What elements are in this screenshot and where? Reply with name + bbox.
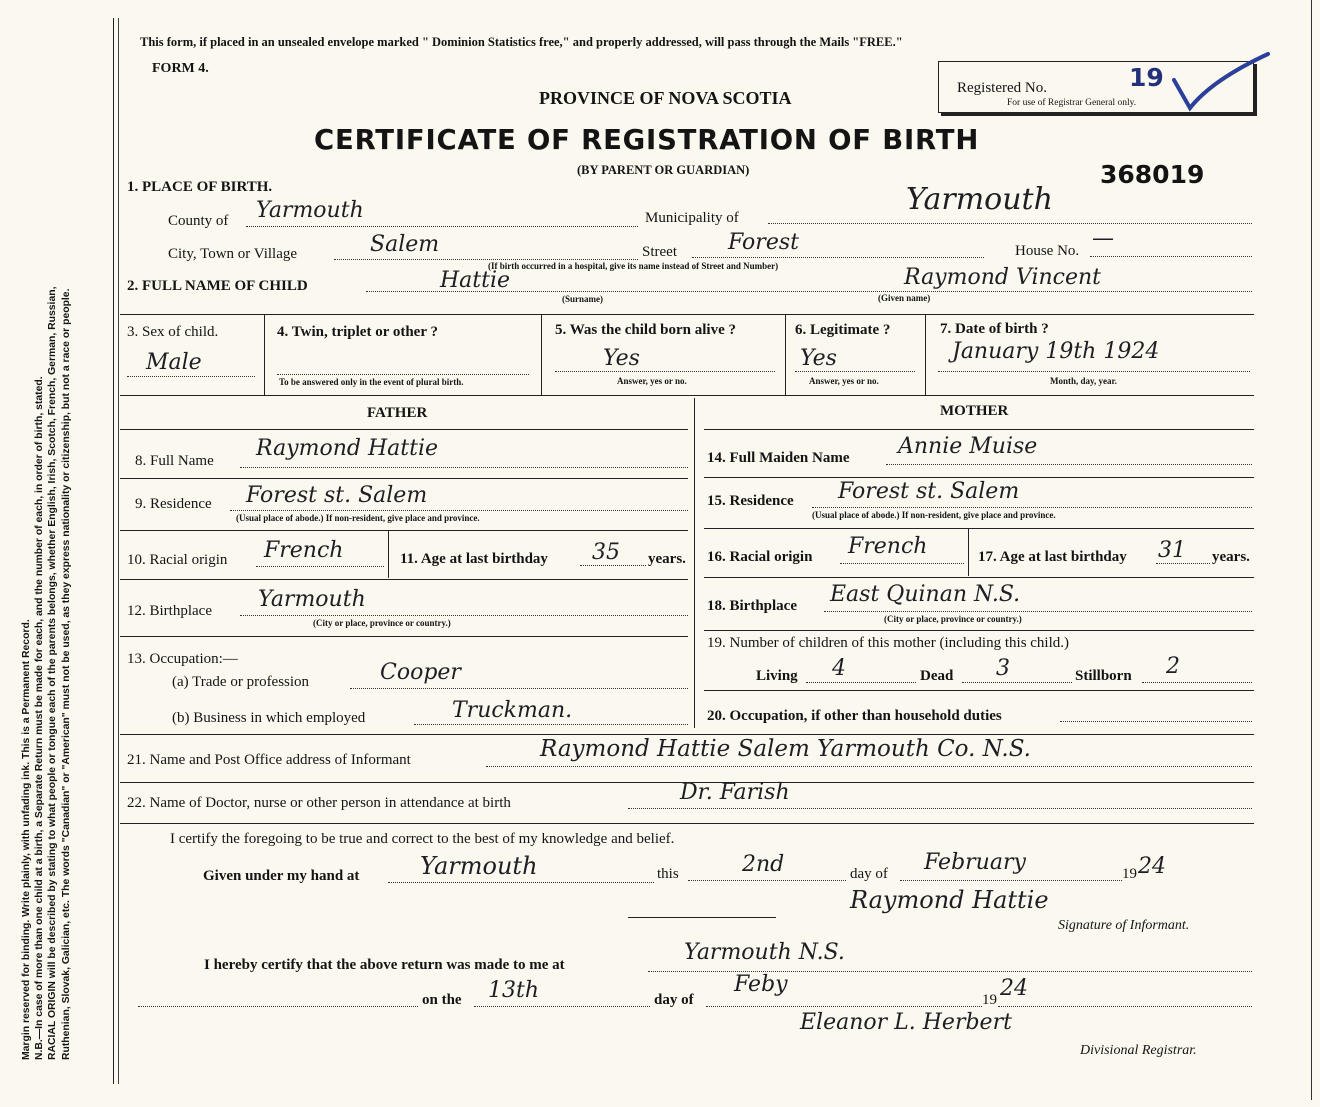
- mother-birthplace-caption: (City or place, province or country.): [884, 614, 1022, 624]
- hospital-note: (If birth occurred in a hospital, give its name instead of Street and Number): [488, 261, 779, 271]
- informant-top-rule: [120, 734, 1254, 735]
- informant-signature: Raymond Hattie: [850, 886, 1049, 914]
- father-business-label: (b) Business in which employed: [172, 710, 366, 726]
- binding-margin-rule: [113, 18, 114, 1084]
- father-trade-line: [350, 688, 688, 689]
- born-alive-value: Yes: [603, 346, 640, 371]
- certification-statement: I certify the foregoing to be true and correct to the best of my knowledge and belief.: [170, 831, 675, 847]
- house-number-label: House No.: [1015, 243, 1080, 259]
- father-residence-caption: (Usual place of abode.) If non-resident, give place and province.: [236, 513, 480, 523]
- mother-residence-line: [812, 507, 1252, 508]
- mother-rule: [704, 528, 1254, 529]
- mother-age-unit: years.: [1212, 549, 1250, 565]
- registrar-day-line: [474, 1006, 650, 1007]
- mother-residence-value: Forest st. Salem: [838, 479, 1020, 504]
- informant-signature-caption: Signature of Informant.: [1058, 918, 1190, 933]
- certify-month-line: [900, 880, 1122, 881]
- stillborn-value: 2: [1166, 654, 1180, 679]
- street-label: Street: [642, 244, 677, 260]
- mother-rule: [704, 630, 1254, 631]
- registered-number: 19: [1129, 63, 1164, 92]
- father-age-divider: [388, 530, 389, 578]
- mother-occupation-line: [1060, 721, 1252, 722]
- date-of-birth-value: January 19th 1924: [952, 339, 1160, 364]
- father-birthplace-value: Yarmouth: [258, 587, 366, 612]
- mother-rule: [704, 429, 1254, 430]
- mother-rule: [704, 690, 1254, 691]
- row3-divider: [541, 314, 542, 395]
- row3-bottom-rule: [120, 395, 1254, 396]
- registrar-statement: I hereby certify that the above return was made to me at: [204, 957, 565, 973]
- city-value: Salem: [370, 232, 440, 257]
- certify-short-rule: [628, 917, 776, 918]
- margin-line-2: N.B.—In case of more than one child at a birth, a Separate Return must be made for each, and the number of each, in order of birth, stated.: [34, 376, 46, 1060]
- mother-age-label: 17. Age at last birthday: [978, 549, 1127, 565]
- province-heading: PROVINCE OF NOVA SCOTIA: [539, 88, 792, 108]
- registrar-left-line: [138, 1006, 418, 1007]
- father-birthplace-line: [240, 615, 688, 616]
- father-name-value: Raymond Hattie: [256, 436, 439, 461]
- father-heading: FATHER: [367, 405, 428, 421]
- mother-racial-label: 16. Racial origin: [707, 549, 813, 565]
- father-racial-value: French: [264, 538, 344, 563]
- blue-check-mark-icon: [1168, 50, 1278, 120]
- date-of-birth-line: [938, 371, 1250, 372]
- informant-label: 21. Name and Post Office address of Informant: [127, 752, 411, 768]
- father-trade-label: (a) Trade or profession: [172, 674, 310, 690]
- registrar-year-line: [998, 1006, 1252, 1007]
- father-occupation-label: 13. Occupation:—: [127, 651, 238, 667]
- given-name-caption: (Given name): [878, 293, 931, 303]
- municipality-label: Municipality of: [645, 210, 739, 226]
- registrar-month-line: [706, 1006, 982, 1007]
- mother-rule: [704, 577, 1254, 578]
- certify-year-prefix: 19: [1122, 866, 1137, 882]
- postal-notice: This form, if placed in an unsealed envelope marked " Dominion Statistics free," and properly addressed, will pass through the Mails "FREE.": [140, 35, 903, 49]
- registrar-year-value: 24: [1000, 976, 1028, 1001]
- city-label: City, Town or Village: [168, 246, 298, 262]
- municipality-value: Yarmouth: [906, 182, 1053, 217]
- this-label: this: [657, 866, 679, 882]
- father-age-label: 11. Age at last birthday: [400, 551, 548, 567]
- mother-age-divider: [968, 528, 969, 576]
- legitimate-label: 6. Legitimate ?: [795, 322, 891, 338]
- divisional-registrar-caption: Divisional Registrar.: [1080, 1043, 1197, 1058]
- sex-line: [127, 376, 255, 377]
- living-value: 4: [832, 656, 846, 681]
- date-of-birth-caption: Month, day, year.: [1050, 376, 1117, 386]
- child-given-name: Raymond Vincent: [904, 265, 1102, 290]
- place-of-birth-label: 1. PLACE OF BIRTH.: [127, 179, 273, 195]
- registrar-day-of-label: day of: [654, 992, 694, 1008]
- mother-birthplace-line: [824, 611, 1252, 612]
- given-under-label: Given under my hand at: [203, 868, 360, 884]
- father-rule: [120, 636, 688, 637]
- informant-line: [486, 766, 1252, 767]
- registrar-use-note: For use of Registrar General only.: [1007, 98, 1137, 108]
- row3-divider: [264, 314, 265, 395]
- informant-bottom-rule: [120, 823, 1254, 824]
- registrar-signature: Eleanor L. Herbert: [800, 1010, 1012, 1035]
- margin-notes: [20, 20, 73, 1060]
- mother-heading: MOTHER: [940, 403, 1009, 419]
- row3-divider: [925, 314, 926, 395]
- row3-divider: [785, 314, 786, 395]
- legitimate-value: Yes: [800, 346, 837, 371]
- binding-margin-rule-inner: [118, 18, 119, 1084]
- registrar-day-value: 13th: [488, 978, 540, 1003]
- mother-age-line: [1156, 563, 1210, 564]
- city-line: [334, 259, 638, 260]
- registrar-on-the-label: on the: [422, 992, 462, 1008]
- father-racial-label: 10. Racial origin: [127, 552, 228, 568]
- twin-note: To be answered only in the event of plural birth.: [279, 377, 464, 387]
- given-place-value: Yarmouth: [420, 852, 538, 880]
- mother-name-value: Annie Muise: [898, 434, 1038, 459]
- father-business-value: Truckman.: [452, 698, 573, 723]
- certificate-title: CERTIFICATE OF REGISTRATION OF BIRTH: [314, 124, 980, 156]
- stillborn-line: [1142, 682, 1252, 683]
- row3-top-rule: [120, 314, 1254, 315]
- legitimate-caption: Answer, yes or no.: [809, 376, 879, 386]
- twin-line: [277, 374, 529, 375]
- certify-year-value: 24: [1138, 854, 1166, 879]
- given-place-line: [388, 882, 654, 883]
- father-rule: [120, 478, 688, 479]
- mother-racial-line: [840, 563, 964, 564]
- mother-racial-value: French: [848, 534, 928, 559]
- sex-value: Male: [146, 350, 202, 375]
- date-of-birth-label: 7. Date of birth ?: [940, 321, 1049, 337]
- registered-label: Registered No.: [957, 80, 1047, 96]
- father-rule: [120, 579, 688, 580]
- father-residence-value: Forest st. Salem: [246, 483, 428, 508]
- surname-caption: (Surname): [562, 294, 603, 304]
- informant-value: Raymond Hattie Salem Yarmouth Co. N.S.: [540, 736, 1031, 762]
- father-residence-label: 9. Residence: [135, 496, 212, 512]
- sex-label: 3. Sex of child.: [127, 324, 219, 340]
- form-number: FORM 4.: [152, 61, 209, 76]
- living-line: [806, 682, 916, 683]
- dead-value: 3: [996, 656, 1010, 681]
- twin-label: 4. Twin, triplet or other ?: [277, 324, 438, 340]
- right-edge-rule: [1311, 0, 1312, 1100]
- certify-month-value: February: [924, 850, 1026, 875]
- county-value: Yarmouth: [256, 198, 364, 223]
- certify-day-value: 2nd: [742, 852, 785, 877]
- stillborn-label: Stillborn: [1075, 668, 1132, 684]
- legitimate-line: [795, 371, 915, 372]
- dead-line: [962, 682, 1072, 683]
- registrar-place-value: Yarmouth N.S.: [684, 940, 845, 965]
- mother-name-label: 14. Full Maiden Name: [707, 450, 850, 466]
- house-number-value: —: [1092, 226, 1114, 251]
- margin-line-4: Ruthenian, Slovak, Galician, etc. The words "Canadian" or "American" must not be used, as they express nationality or citizenship, but not a race or people.: [60, 288, 72, 1060]
- father-age-value: 35: [592, 540, 620, 565]
- father-trade-value: Cooper: [380, 660, 461, 685]
- father-rule: [120, 530, 688, 531]
- child-name-label: 2. FULL NAME OF CHILD: [127, 278, 308, 294]
- county-label: County of: [168, 213, 229, 229]
- mother-name-line: [886, 464, 1252, 465]
- born-alive-label: 5. Was the child born alive ?: [555, 322, 736, 338]
- margin-line-3: RACIAL ORIGIN will be described by stating to what people or tongue each of the parents belongs, whether English, Irish, Scotch, French, German, Russian,: [47, 286, 59, 1060]
- father-age-line: [580, 565, 646, 566]
- father-business-line: [414, 724, 688, 725]
- parents-center-divider: [694, 398, 695, 728]
- mother-birthplace-label: 18. Birthplace: [707, 598, 797, 614]
- doctor-line: [628, 808, 1252, 809]
- certify-day-line: [688, 880, 846, 881]
- doctor-label: 22. Name of Doctor, nurse or other person in attendance at birth: [127, 795, 511, 811]
- registrar-year-prefix: 19: [982, 992, 997, 1008]
- mother-rule: [704, 477, 1254, 478]
- dead-label: Dead: [920, 668, 954, 684]
- municipality-line: [768, 223, 1252, 224]
- mother-age-value: 31: [1158, 538, 1186, 563]
- mother-occupation-label: 20. Occupation, if other than household duties: [707, 708, 1002, 724]
- street-value: Forest: [728, 230, 799, 255]
- father-name-line: [240, 467, 688, 468]
- county-line: [246, 226, 638, 227]
- registrar-month-value: Feby: [734, 972, 788, 997]
- doctor-value: Dr. Farish: [680, 780, 790, 805]
- mother-children-label: 19. Number of children of this mother (including this child.): [707, 635, 1070, 651]
- living-label: Living: [756, 668, 798, 684]
- father-name-label: 8. Full Name: [135, 453, 214, 469]
- margin-line-1: Margin reserved for binding. Write plainly, with unfading ink. This is a Permanent Record.: [21, 619, 32, 1060]
- born-alive-caption: Answer, yes or no.: [617, 376, 687, 386]
- father-age-unit: years.: [648, 551, 686, 567]
- certificate-subtitle: (BY PARENT OR GUARDIAN): [577, 163, 750, 177]
- mother-birthplace-value: East Quinan N.S.: [830, 582, 1021, 607]
- certify-day-of-label: day of: [850, 866, 888, 882]
- father-birthplace-caption: (City or place, province or country.): [313, 618, 451, 628]
- house-number-line: [1090, 256, 1252, 257]
- mother-residence-caption: (Usual place of abode.) If non-resident, give place and province.: [812, 510, 1056, 520]
- child-surname: Hattie: [440, 268, 511, 293]
- street-line: [692, 257, 984, 258]
- father-rule: [120, 429, 688, 430]
- born-alive-line: [555, 371, 775, 372]
- father-birthplace-label: 12. Birthplace: [127, 603, 212, 619]
- father-residence-line: [230, 510, 688, 511]
- father-racial-line: [256, 566, 384, 567]
- mother-residence-label: 15. Residence: [707, 493, 794, 509]
- certificate-number: 368019: [1100, 160, 1205, 189]
